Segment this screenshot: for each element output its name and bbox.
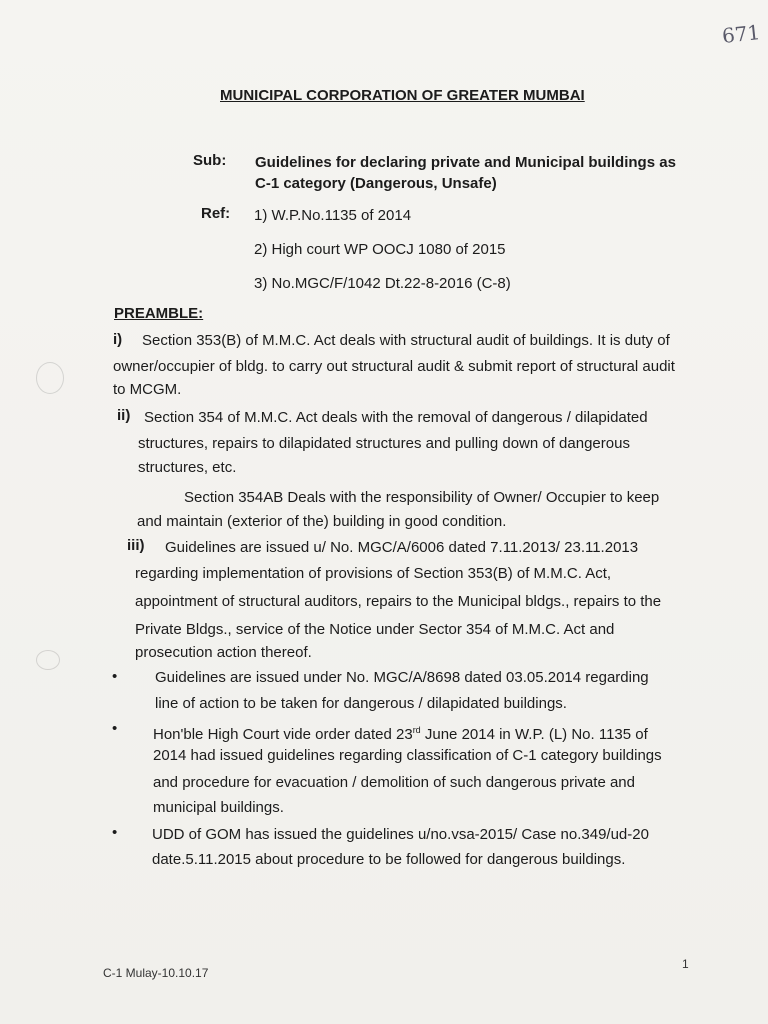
section-354ab-line-1: Section 354AB Deals with the responsibility of Owner/ Occupier to keep xyxy=(184,489,660,506)
item-iii-line-2: regarding implementation of provisions of Section 353(B) of M.M.C. Act, xyxy=(135,565,612,582)
bullet-2-line-1: Hon'ble High Court vide order dated 23rd June 2014 in W.P. (L) No. 1135 of xyxy=(153,725,648,743)
item-iii-line-5: prosecution action thereof. xyxy=(135,644,312,661)
item-iii-line-1: Guidelines are issued u/ No. MGC/A/6006 dated 7.11.2013/ 23.11.2013 xyxy=(165,539,639,556)
item-iii-line-3: appointment of structural auditors, repairs to the Municipal bldgs., repairs to the xyxy=(135,593,662,610)
section-354ab-line-2: and maintain (exterior of the) building in good condition. xyxy=(137,513,507,530)
item-marker-i: i) xyxy=(113,331,123,348)
bullet-1-line-2: line of action to be taken for dangerous / dilapidated buildings. xyxy=(155,695,567,712)
sub-label: Sub: xyxy=(193,152,227,169)
item-ii-line-1: Section 354 of M.M.C. Act deals with the removal of dangerous / dilapidated xyxy=(144,409,648,426)
bullet-marker: • xyxy=(112,824,118,841)
preamble-heading: PREAMBLE: xyxy=(114,305,204,322)
item-i-line-3: to MCGM. xyxy=(113,381,182,398)
bullet-3-line-1: UDD of GOM has issued the guidelines u/no.vsa-2015/ Case no.349/ud-20 xyxy=(152,826,649,843)
ref-label: Ref: xyxy=(201,205,231,222)
ref-item: 3) No.MGC/F/1042 Dt.22-8-2016 (C-8) xyxy=(254,275,511,292)
item-marker-iii: iii) xyxy=(127,537,145,554)
bullet-marker: • xyxy=(112,720,118,737)
item-ii-line-3: structures, etc. xyxy=(138,459,237,476)
bullet-1-line-1: Guidelines are issued under No. MGC/A/8698 dated 03.05.2014 regarding xyxy=(155,669,649,686)
bullet-marker: • xyxy=(112,668,118,685)
scan-artifact xyxy=(36,650,60,670)
bullet-3-line-2: date.5.11.2015 about procedure to be followed for dangerous buildings. xyxy=(152,851,626,868)
item-ii-line-2: structures, repairs to dilapidated structures and pulling down of dangerous xyxy=(138,435,630,452)
item-iii-line-4: Private Bldgs., service of the Notice under Sector 354 of M.M.C. Act and xyxy=(135,621,615,638)
item-i-line-1: Section 353(B) of M.M.C. Act deals with structural audit of buildings. It is duty of xyxy=(142,332,670,349)
sub-line-1: Guidelines for declaring private and Municipal buildings as xyxy=(255,154,676,171)
bullet-2-line-4: municipal buildings. xyxy=(153,799,284,816)
ref-item: 1) W.P.No.1135 of 2014 xyxy=(254,207,412,224)
ref-item: 2) High court WP OOCJ 1080 of 2015 xyxy=(254,241,506,258)
footer-reference: C-1 Mulay-10.10.17 xyxy=(103,966,209,980)
sub-line-2: C-1 category (Dangerous, Unsafe) xyxy=(255,175,497,192)
page-number: 1 xyxy=(682,957,689,971)
bullet-2-line-3: and procedure for evacuation / demolition of such dangerous private and xyxy=(153,774,635,791)
handwritten-page-number: 671 xyxy=(720,20,762,48)
item-marker-ii: ii) xyxy=(117,407,131,424)
item-i-line-2: owner/occupier of bldg. to carry out structural audit & submit report of structural audit xyxy=(113,358,675,375)
scan-artifact xyxy=(36,362,64,394)
document-title: MUNICIPAL CORPORATION OF GREATER MUMBAI xyxy=(220,87,585,104)
bullet-2-line-2: 2014 had issued guidelines regarding classification of C-1 category buildings xyxy=(153,747,662,764)
